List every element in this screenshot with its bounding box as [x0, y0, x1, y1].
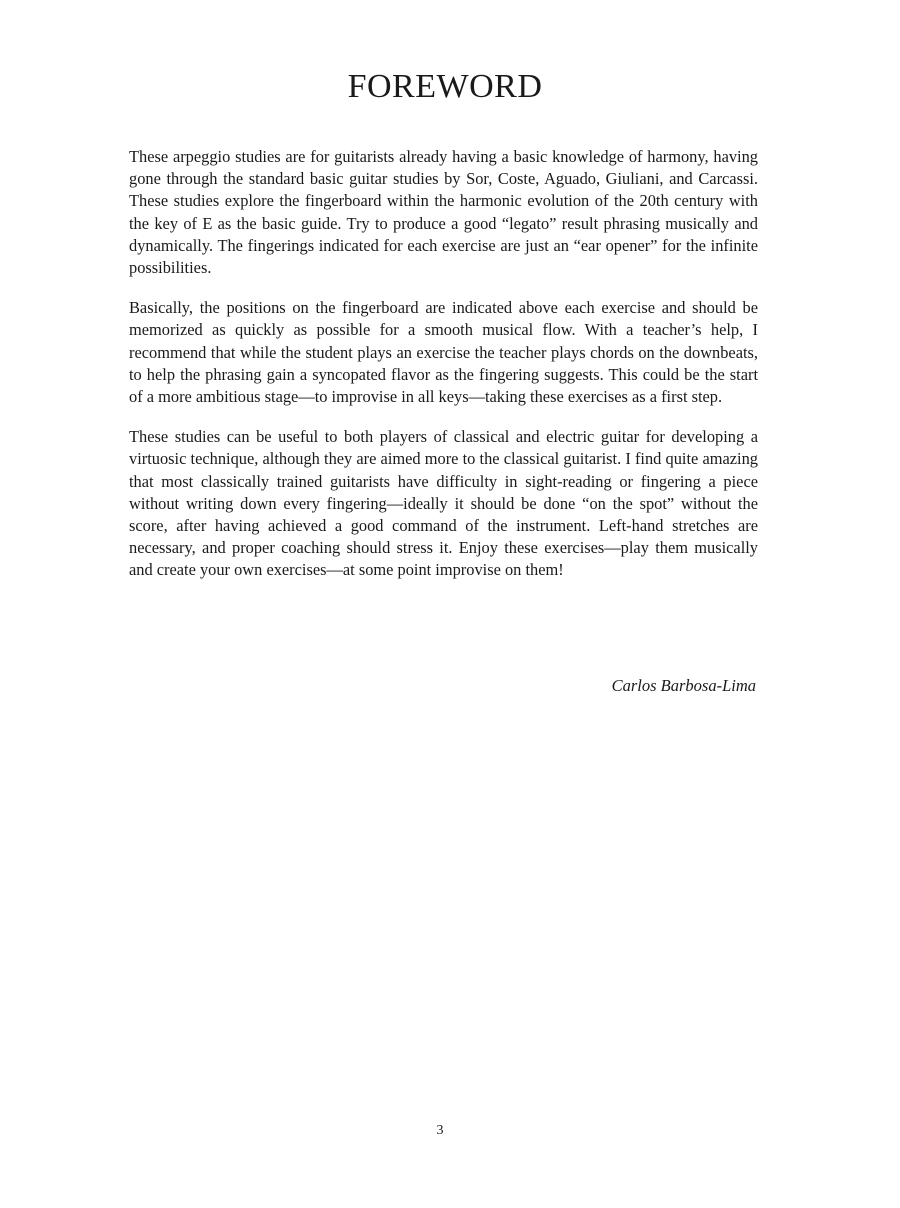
paragraph-1: These arpeggio studies are for guitarists already having a basic knowledge of harmony, having gone through the standard basic guitar studies by Sor, Coste, Aguado, Giuliani, and Carcassi. These studies explore the fingerboard within the harmonic evolution of the 20th century with the key of E as the basic guide. Try to produce a good “legato” result phrasing musically and dynamically. The fingerings indicated for each exercise are just an “ear opener” for the infinite possibilities.: [129, 147, 758, 278]
paragraph-2: Basically, the positions on the fingerboard are indicated above each exercise and should be memorized as quickly as possible for a smooth musical flow. With a teacher’s help, I recommend that while the student plays an exercise the teacher plays chords on the downbeats, to help the phrasing gain a syncopated flavor as the fingering suggests. This could be the start of a more ambitious stage—to improvise in all keys—taking these exercises as a first step.: [129, 298, 758, 407]
page-number: 3: [436, 1123, 444, 1138]
paragraph-3: These studies can be useful to both players of classical and electric guitar for developing a virtuosic technique, although they are aimed more to the classical guitarist. I find quite amazing that most classically trained guitarists have difficulty in sight-reading or fingering a piece without writing down every fingering—ideally it should be done “on the spot” without the score, after having achieved a good command of the instrument. Left-hand stretches are necessary, and proper coaching should stress it. Enjoy these exercises—play them musically and create your own exercises—at some point improvise on them!: [129, 427, 758, 580]
foreword-body: [129, 146, 758, 600]
author-signature: Carlos Barbosa-Lima: [611, 676, 756, 695]
page-title: FOREWORD: [347, 68, 543, 105]
